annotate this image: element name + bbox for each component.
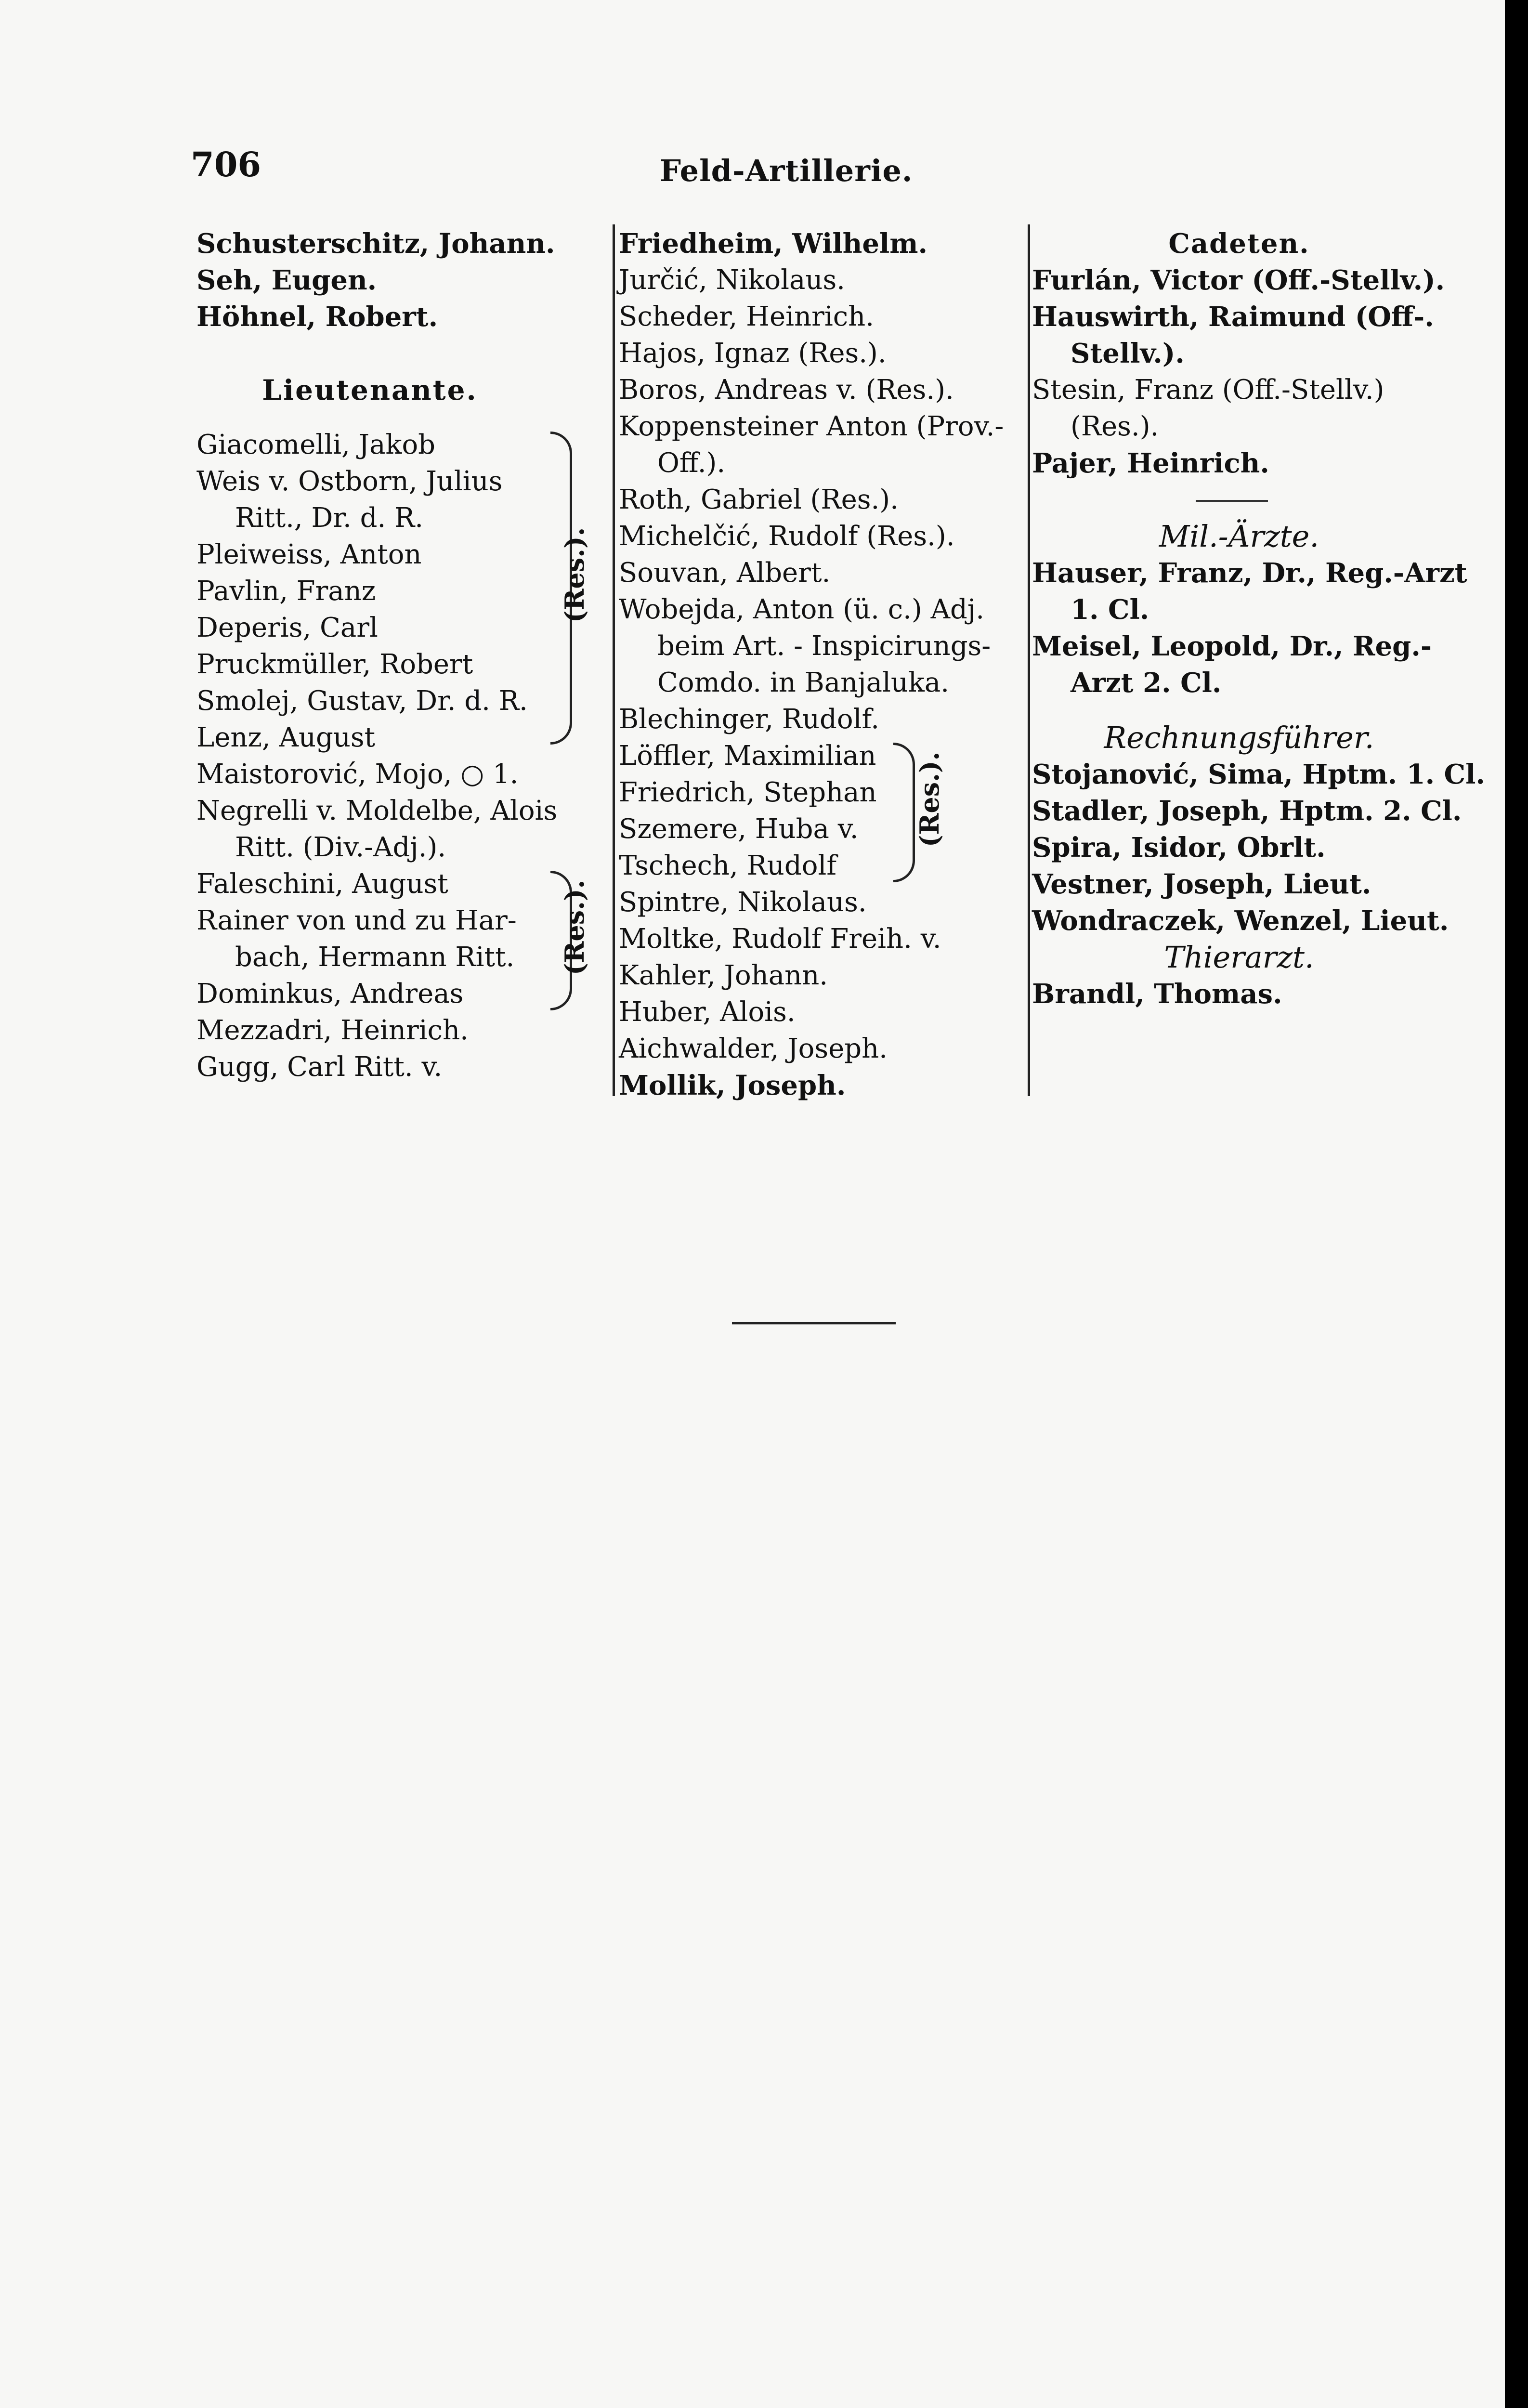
end-rule [732, 1322, 896, 1324]
list-item: Höhnel, Robert. [196, 301, 438, 333]
list-item: Faleschini, August [196, 868, 448, 900]
list-item: Arzt 2. Cl. [1071, 667, 1222, 699]
list-item: Kahler, Johann. [619, 960, 828, 991]
page-number: 706 [191, 144, 261, 184]
list-item: Hauswirth, Raimund (Off-. [1032, 301, 1434, 333]
column-1 [196, 225, 601, 1086]
list-item: Blechinger, Rudolf. [619, 704, 880, 735]
list-item: Szemere, Huba v. [619, 813, 859, 845]
column-divider-1 [613, 224, 615, 1096]
section-heading-cadets: Cadeten. [1168, 228, 1310, 260]
list-item: Souvan, Albert. [619, 557, 831, 589]
list-item: Meisel, Leopold, Dr., Reg.- [1032, 630, 1432, 662]
list-item: Seh, Eugen. [196, 264, 377, 296]
list-item: Negrelli v. Moldelbe, Alois [196, 795, 558, 826]
scan-edge [1505, 0, 1528, 2408]
list-item: Aichwalder, Joseph. [619, 1033, 888, 1064]
list-item: Spira, Isidor, Obrlt. [1032, 832, 1326, 864]
section-heading-veterinarian: Thierarzt. [1164, 940, 1314, 975]
list-item: Michelčić, Rudolf (Res.). [619, 521, 955, 552]
reserve-label: (Res.). [559, 527, 590, 623]
list-item: Brandl, Thomas. [1032, 978, 1282, 1010]
list-item: Hauser, Franz, Dr., Reg.-Arzt [1032, 557, 1467, 589]
list-item: Comdo. in Banjaluka. [657, 667, 950, 698]
list-item: Friedrich, Stephan [619, 777, 877, 808]
separator [1032, 482, 1446, 518]
list-item: Deperis, Carl [196, 612, 378, 643]
list-item: Dominkus, Andreas [196, 978, 464, 1009]
section-heading-doctors: Mil.-Ärzte. [1159, 519, 1319, 554]
list-item: Wobejda, Anton (ü. c.) Adj. [619, 594, 985, 625]
list-item: beim Art. - Inspicirungs- [657, 630, 991, 662]
brace [893, 743, 915, 882]
list-item: Huber, Alois. [619, 996, 796, 1028]
reserve-label: (Res.). [559, 879, 590, 975]
list-item: Giacomelli, Jakob [196, 429, 436, 460]
list-item: Scheder, Heinrich. [619, 301, 875, 332]
list-item: Lenz, August [196, 722, 376, 753]
list-item: Hajos, Ignaz (Res.). [619, 338, 887, 369]
list-item: 1. Cl. [1071, 594, 1149, 626]
reserve-label: (Res.). [914, 751, 945, 847]
list-item: Pavlin, Franz [196, 576, 376, 607]
list-item: Wondraczek, Wenzel, Lieut. [1032, 905, 1449, 937]
column-3 [1032, 225, 1485, 1012]
list-item: Löffler, Maximilian [619, 740, 876, 772]
list-item: Ritt. (Div.-Adj.). [235, 832, 446, 863]
list-item: Jurčić, Nikolaus. [619, 264, 845, 296]
list-item: Spintre, Nikolaus. [619, 887, 867, 918]
list-item: Pruckmüller, Robert [196, 649, 473, 680]
list-item: Rainer von und zu Har- [196, 905, 517, 936]
list-item: Vestner, Joseph, Lieut. [1032, 868, 1371, 900]
list-item: Schusterschitz, Johann. [196, 228, 555, 260]
list-item: Furlán, Victor (Off.-Stellv.). [1032, 264, 1445, 296]
list-item: Gugg, Carl Ritt. v. [196, 1051, 443, 1083]
list-item: Ritt., Dr. d. R. [235, 502, 424, 534]
running-title: Feld-Artillerie. [660, 153, 913, 188]
reserve-group-1 [196, 427, 601, 756]
reserve-group-3 [619, 738, 1031, 884]
list-item: Smolej, Gustav, Dr. d. R. [196, 685, 528, 717]
list-item: (Res.). [1071, 411, 1159, 442]
list-item: Roth, Gabriel (Res.). [619, 484, 899, 515]
list-item: bach, Hermann Ritt. [235, 942, 515, 973]
list-item: Mollik, Joseph. [619, 1070, 846, 1101]
list-item: Stadler, Joseph, Hptm. 2. Cl. [1032, 795, 1462, 827]
list-item: Koppensteiner Anton (Prov.- [619, 411, 1004, 442]
section-heading-accountants: Rechnungsführer. [1104, 720, 1374, 755]
list-item: Moltke, Rudolf Freih. v. [619, 923, 941, 955]
list-item: Weis v. Ostborn, Julius [196, 466, 503, 497]
list-item: Boros, Andreas v. (Res.). [619, 374, 954, 406]
section-heading-lieutenants: Lieutenante. [262, 374, 478, 406]
list-item: Tschech, Rudolf [619, 850, 837, 881]
list-item: Off.). [657, 447, 726, 479]
list-item: Pajer, Heinrich. [1032, 447, 1269, 479]
list-item: Friedheim, Wilhelm. [619, 228, 928, 260]
column-2 [619, 225, 1031, 1104]
list-item: Stojanović, Sima, Hptm. 1. Cl. [1032, 759, 1485, 790]
list-item: Maistorović, Mojo, ○ 1. [196, 759, 519, 790]
reserve-group-2 [196, 866, 601, 1012]
list-item: Stesin, Franz (Off.-Stellv.) [1032, 374, 1384, 406]
list-item: Mezzadri, Heinrich. [196, 1015, 469, 1046]
list-item: Stellv.). [1071, 338, 1185, 369]
list-item: Pleiweiss, Anton [196, 539, 422, 570]
